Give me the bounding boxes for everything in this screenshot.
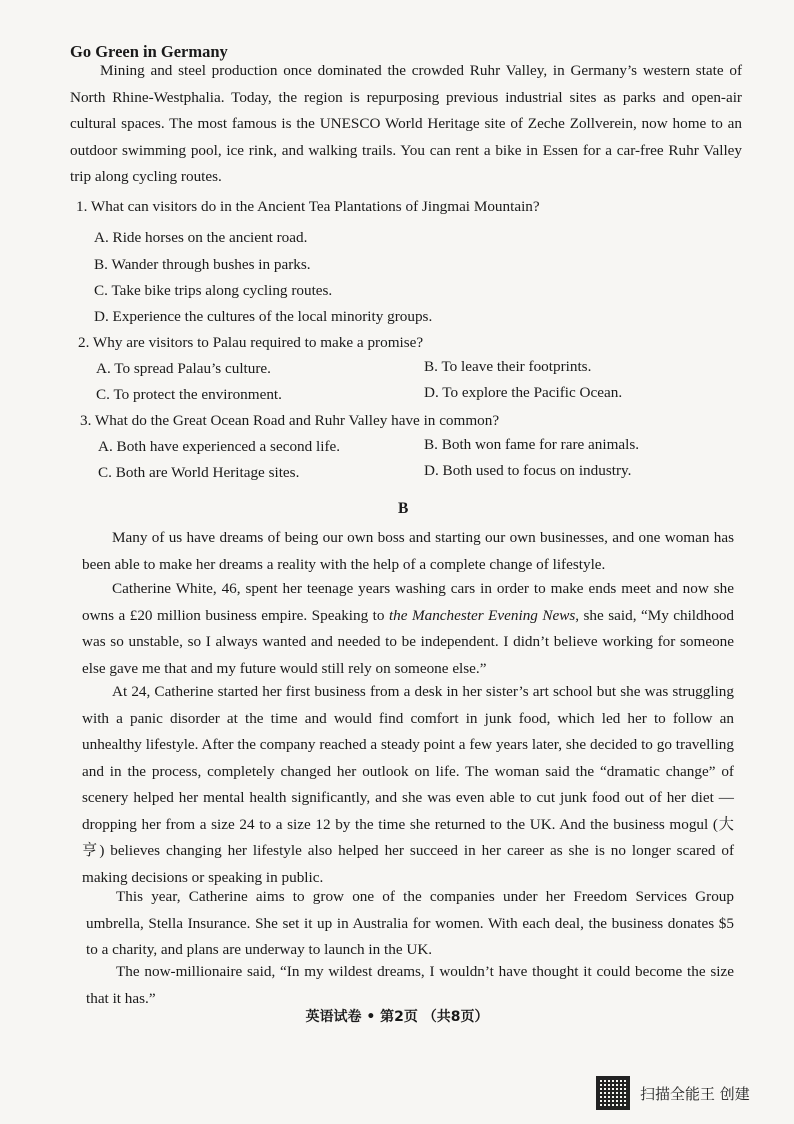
question-3-option-b: B. Both won fame for rare animals. xyxy=(424,436,640,453)
question-3: 3. What do the Great Ocean Road and Ruhr Valley have in common? xyxy=(80,412,500,429)
question-1-option-b: B. Wander through bushes in parks. xyxy=(94,256,311,273)
section-b-paragraph-2 xyxy=(82,576,734,682)
question-2-option-a: A. To spread Palau’s culture. xyxy=(96,360,271,377)
question-1-option-a: A. Ride horses on the ancient road. xyxy=(94,229,308,246)
section-b-paragraph-1: Many of us have dreams of being our own boss and starting our own businesses, and one woman has been able to make her dreams a reality with the help of a complete change of lifestyle. xyxy=(82,529,734,573)
page-footer: 英语试卷 • 第2页 （共8页） xyxy=(305,1009,489,1025)
question-3-option-d: D. Both used to focus on industry. xyxy=(424,462,632,479)
qr-code-icon xyxy=(596,1076,630,1110)
question-1-option-d: D. Experience the cultures of the local minority groups. xyxy=(94,308,433,325)
paragraph-2-text-start: Catherine White, 46, spent her teenage years washing cars in order to make ends meet and now she owns a £20 million business empire. Speaking to xyxy=(82,580,734,624)
question-2-option-c: C. To protect the environment. xyxy=(96,386,282,403)
question-2-option-b: B. To leave their footprints. xyxy=(424,358,592,375)
question-1: 1. What can visitors do in the Ancient Tea Plantations of Jingmai Mountain? xyxy=(76,198,540,215)
scanner-watermark: 扫描全能王 创建 xyxy=(640,1085,750,1103)
question-3-option-c: C. Both are World Heritage sites. xyxy=(98,464,300,481)
newspaper-name: the Manchester Evening News xyxy=(388,606,576,624)
question-1-option-c: C. Take bike trips along cycling routes. xyxy=(94,282,333,299)
section-a-title: Go Green in Germany xyxy=(70,42,228,61)
paragraph-2-text-end: , she said, “My childhood was so unstable, so I always wanted and needed to be independent. I didn’t believe working for someone else gave me that and my future would still rely on someone else.” xyxy=(82,606,735,677)
section-b-paragraph-5: The now-millionaire said, “In my wildest dreams, I wouldn’t have thought it could become the size that it has.” xyxy=(86,963,734,1007)
question-2-option-d: D. To explore the Pacific Ocean. xyxy=(424,384,623,401)
section-a-passage: Mining and steel production once dominated the crowded Ruhr Valley, in Germany’s western state of North Rhine-Westphalia. Today, the region is repurposing previous industrial sites as parks and open-air cultural spaces. The most famous is the UNESCO World Heritage site of Zeche Zollverein, now home to an outdoor swimming pool, ice rink, and walking trails. You can rent a bike in Essen for a car-free Ruhr Valley trip along cycling routes. xyxy=(70,62,742,185)
section-b-paragraph-4: This year, Catherine aims to grow one of the companies under her Freedom Services Group umbrella, Stella Insurance. She set it up in Australia for women. With each deal, the business donates $5 to a charity, and plans are underway to launch in the UK. xyxy=(86,888,734,958)
question-3-option-a: A. Both have experienced a second life. xyxy=(98,438,341,455)
section-b-paragraph-3: At 24, Catherine started her first business from a desk in her sister’s art school but she was struggling with a panic disorder at the time and would find comfort in junk food, which led her to follow an unhealthy lifestyle. After the company reached a steady point a few years later, she decided to go travelling and in the process, completely changed her outlook on life. The woman said the “dramatic change” of scenery helped her mental health significantly, and she was even able to cut junk food out of her diet — dropping her from a size 24 to a size 12 by the time she returned to the UK. And the business mogul (大亨) believes changing her lifestyle also helped her succeed in her career as she is no longer scared of making decisions or speaking in public. xyxy=(82,683,734,886)
section-b-heading: B xyxy=(398,500,409,517)
question-2: 2. Why are visitors to Palau required to make a promise? xyxy=(78,334,424,351)
